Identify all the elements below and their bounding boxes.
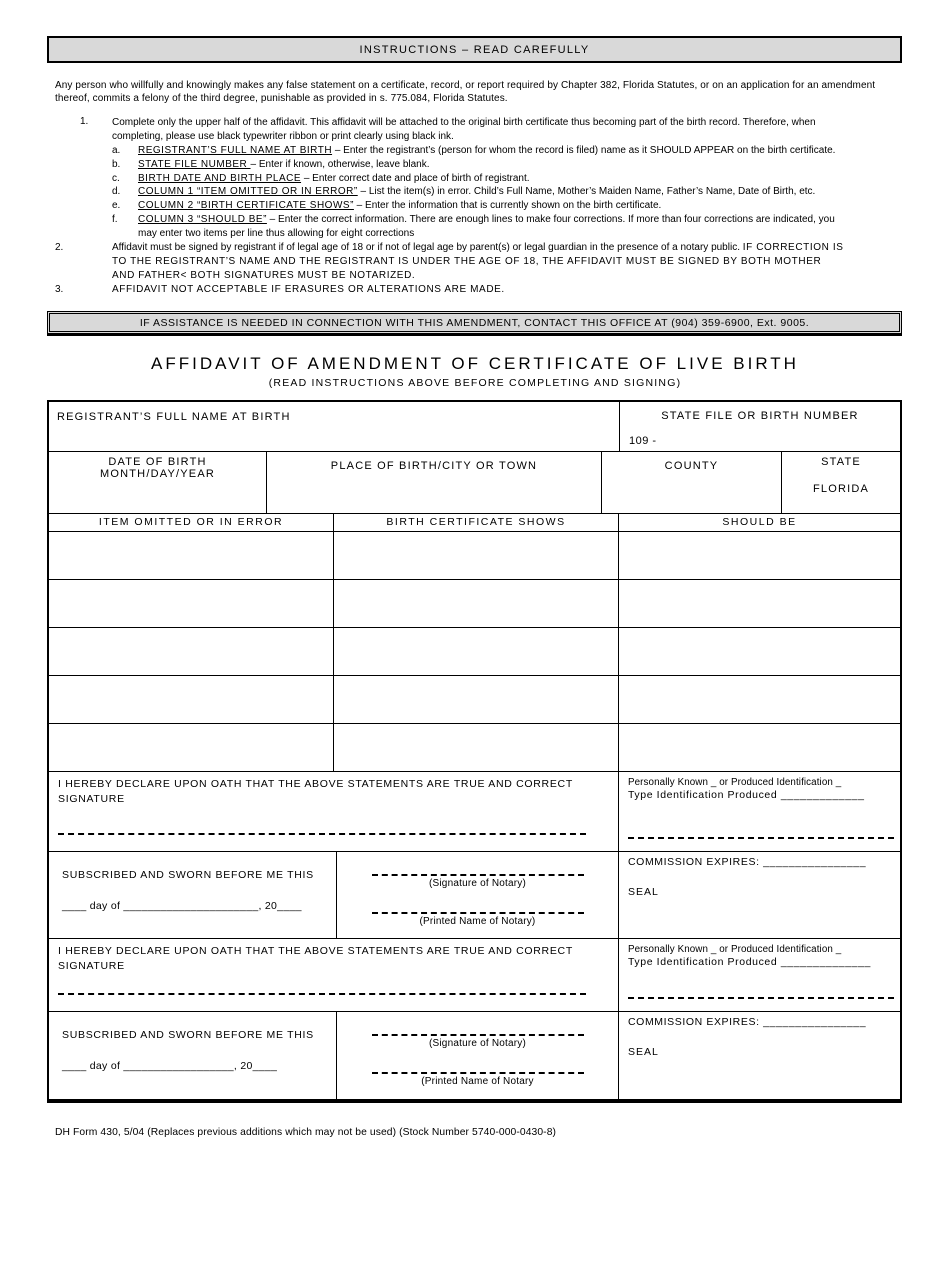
correction-cell[interactable] [619, 580, 900, 627]
correction-cell[interactable] [334, 676, 619, 723]
correction-cell[interactable] [619, 628, 900, 675]
item-3-text: AFFIDAVIT NOT ACCEPTABLE IF ERASURES OR ALTERATIONS ARE MADE. [112, 283, 505, 295]
item-2-text-caps: IF CORRECTION IS TO THE REGISTRANT’S NAME AND THE REGISTRANT IS UNDER THE AGE OF 18, THE AFFIDAVIT MUST BE SIGNED BY BOTH MOTHER AND FATHER< BOTH SIGNATURES MUST BE NOTARIZED. [112, 241, 844, 281]
date-of-birth-field[interactable] [49, 452, 267, 513]
felony-warning-text: Any person who willfully and knowingly makes any false statement on a certificate, record, or report required by Chapter 382, Florida Statutes, or on an application for an amendment thereof, commits a felony of the third degree, punishable as provided in s. 775.084, Florida Statutes. [55, 80, 876, 105]
correction-cell[interactable] [619, 532, 900, 579]
place-of-birth-field[interactable] [267, 452, 602, 513]
subitem-b-letter: b. [112, 158, 121, 170]
item-1-text: Complete only the upper half of the affidavit. This affidavit will be attached to the original birth certificate thus becoming part of the birth record. Therefore, when completing, please use black typewriter ribbon or print clearly using black ink. [112, 117, 816, 143]
day-of-line[interactable]: ____ day of __________________, 20____ [62, 1059, 278, 1072]
instruction-item-2 [55, 241, 950, 283]
declaration-1 [49, 772, 619, 851]
notary-printed-name-caption: (Printed Name of Notary) [419, 915, 536, 927]
notary-signature-1 [337, 852, 619, 938]
day-of-line[interactable]: ____ day of ______________________, 20____ [62, 899, 302, 912]
subitem-c-heading: BIRTH DATE AND BIRTH PLACE [138, 172, 302, 184]
declaration-statement: I HEREBY DECLARE UPON OATH THAT THE ABOVE STATEMENTS ARE TRUE AND CORRECT [58, 944, 573, 957]
subitem-a-heading: REGISTRANT’S FULL NAME AT BIRTH [138, 144, 333, 156]
notary-printed-name-line[interactable] [372, 912, 584, 914]
notary-signature-2 [337, 1012, 619, 1099]
county-label: COUNTY [664, 459, 719, 472]
subitem-b-rest: – Enter if known, otherwise, leave blank. [250, 158, 430, 170]
subitem-a-letter: a. [112, 144, 121, 156]
correction-cell[interactable] [49, 580, 334, 627]
assistance-notice: IF ASSISTANCE IS NEEDED IN CONNECTION WITH THIS AMENDMENT, CONTACT THIS OFFICE AT (904) 359-6900, Ext. 9005. [47, 311, 902, 334]
column-header-certificate-shows: BIRTH CERTIFICATE SHOWS [334, 514, 619, 531]
notary-printed-name-line[interactable] [372, 1072, 584, 1074]
registrant-signature-line[interactable] [58, 833, 586, 835]
subitem-d-rest: – List the item(s) in error. Child’s Full Name, Mother’s Maiden Name, Father’s Name, Date of Birth, etc. [357, 186, 816, 198]
form-subtitle: (READ INSTRUCTIONS ABOVE BEFORE COMPLETING AND SIGNING) [268, 376, 682, 389]
subitem-c-letter: c. [112, 172, 120, 184]
commission-2 [619, 1012, 900, 1099]
identification-line[interactable] [628, 997, 894, 999]
state-label: STATE [821, 455, 861, 468]
correction-cell[interactable] [334, 628, 619, 675]
subscribed-sworn-1 [49, 852, 337, 938]
instruction-item-1 [80, 116, 950, 144]
correction-cell[interactable] [49, 676, 334, 723]
correction-cell[interactable] [49, 628, 334, 675]
dob-label-line2: MONTH/DAY/YEAR [100, 467, 215, 480]
row-correction-headers [49, 514, 900, 532]
item-3-number: 3. [55, 283, 64, 295]
subitem-b-heading: STATE FILE NUMBER [138, 158, 251, 170]
state-value: FLORIDA [812, 482, 870, 495]
signature-label: SIGNATURE [58, 792, 125, 805]
state-file-label: STATE FILE OR BIRTH NUMBER [661, 409, 859, 422]
correction-row-2 [49, 580, 900, 628]
row-registrant [49, 402, 900, 452]
correction-cell[interactable] [619, 676, 900, 723]
column-header-item-omitted: ITEM OMITTED OR IN ERROR [49, 514, 334, 531]
instruction-item-3 [55, 283, 950, 297]
signature-label: SIGNATURE [58, 959, 125, 972]
subitem-e [112, 199, 852, 213]
item-2-number: 2. [55, 241, 64, 253]
form-number-footer: DH Form 430, 5/04 (Replaces previous additions which may not be used) (Stock Number 5740-000-0430-8) [55, 1126, 557, 1138]
subitem-d-heading: COLUMN 1 “ITEM OMITTED OR IN ERROR” [138, 186, 358, 198]
instruction-subitems [112, 144, 852, 241]
correction-cell[interactable] [49, 532, 334, 579]
registrant-name-field[interactable] [49, 402, 620, 451]
correction-row-4 [49, 676, 900, 724]
subitem-e-letter: e. [112, 200, 121, 212]
column-header-should-be: SHOULD BE [722, 515, 797, 528]
subitem-d-letter: d. [112, 186, 121, 198]
subitem-f [112, 213, 852, 241]
subitem-c [112, 172, 852, 186]
subscribed-line: SUBSCRIBED AND SWORN BEFORE ME THIS [62, 1028, 314, 1041]
declaration-2 [49, 939, 619, 1011]
form-title: AFFIDAVIT OF AMENDMENT OF CERTIFICATE OF LIVE BIRTH [151, 353, 799, 373]
state-field [782, 452, 900, 513]
instructions-header: INSTRUCTIONS – READ CAREFULLY [47, 36, 902, 63]
notary-signature-caption: (Signature of Notary) [428, 1037, 527, 1049]
seal-label: SEAL [628, 1045, 659, 1058]
item-2-text-normal: Affidavit must be signed by registrant if of legal age of 18 or if not of legal age by parent(s) or legal guardian in the presence of a notary public. [112, 241, 743, 253]
dob-label-line1: DATE OF BIRTH [108, 455, 207, 468]
subscribed-sworn-2 [49, 1012, 337, 1099]
identification-line[interactable] [628, 837, 894, 839]
identification-1 [619, 772, 900, 851]
correction-row-3 [49, 628, 900, 676]
subitem-a [112, 144, 852, 158]
subscribed-line: SUBSCRIBED AND SWORN BEFORE ME THIS [62, 868, 314, 881]
type-identification-line[interactable]: Type Identification Produced _____________ [628, 788, 865, 801]
state-file-field[interactable] [620, 402, 900, 451]
correction-cell[interactable] [334, 532, 619, 579]
correction-row-5 [49, 724, 900, 772]
personally-known-line: Personally Known _ or Produced Identification _ [628, 776, 842, 788]
seal-label: SEAL [628, 885, 659, 898]
correction-row-1 [49, 532, 900, 580]
correction-cell[interactable] [334, 580, 619, 627]
type-identification-line[interactable]: Type Identification Produced ______________ [628, 955, 871, 968]
notary-signature-line[interactable] [372, 874, 584, 876]
notary-printed-name-caption: (Printed Name of Notary [421, 1075, 534, 1087]
correction-cell[interactable] [619, 724, 900, 771]
subitem-d [112, 185, 852, 199]
subitem-c-rest: – Enter correct date and place of birth of registrant. [301, 172, 530, 184]
identification-2 [619, 939, 900, 1011]
subitem-f-letter: f. [112, 213, 118, 225]
notary-block-2 [49, 1012, 900, 1099]
personally-known-line: Personally Known _ or Produced Identification _ [628, 943, 842, 955]
subitem-b [112, 158, 852, 172]
notary-block-1 [49, 852, 900, 939]
subitem-a-rest: – Enter the registrant’s (person for whom the record is filed) name as it SHOULD APPEAR on the birth certificate. [332, 144, 836, 156]
row-birth-details [49, 452, 900, 514]
subitem-f-heading: COLUMN 3 “SHOULD BE” [138, 213, 267, 225]
declaration-block-1 [49, 772, 900, 852]
declaration-statement: I HEREBY DECLARE UPON OATH THAT THE ABOVE STATEMENTS ARE TRUE AND CORRECT [58, 777, 573, 790]
notary-signature-line[interactable] [372, 1034, 584, 1036]
item-1-number: 1. [80, 116, 89, 128]
state-file-prefix: 109 - [629, 434, 657, 447]
affidavit-table [47, 400, 902, 1103]
subitem-f-rest: – Enter the correct information. There are enough lines to make four corrections. If more than four corrections are indicated, you may enter two items per line thus allowing for eight corrections [138, 213, 835, 239]
registrant-signature-line[interactable] [58, 993, 586, 995]
commission-1 [619, 852, 900, 938]
place-of-birth-label: PLACE OF BIRTH/CITY OR TOWN [330, 459, 538, 472]
declaration-block-2 [49, 939, 900, 1012]
commission-expires-line[interactable]: COMMISSION EXPIRES: ________________ [628, 855, 867, 868]
notary-signature-caption: (Signature of Notary) [428, 877, 527, 889]
subitem-e-heading: COLUMN 2 “BIRTH CERTIFICATE SHOWS” [138, 200, 354, 212]
correction-cell[interactable] [334, 724, 619, 771]
correction-cell[interactable] [49, 724, 334, 771]
county-field[interactable] [602, 452, 782, 513]
commission-expires-line[interactable]: COMMISSION EXPIRES: ________________ [628, 1015, 867, 1028]
subitem-e-rest: – Enter the information that is currently shown on the birth certificate. [353, 200, 662, 212]
registrant-name-label: REGISTRANT’S FULL NAME AT BIRTH [57, 410, 291, 423]
